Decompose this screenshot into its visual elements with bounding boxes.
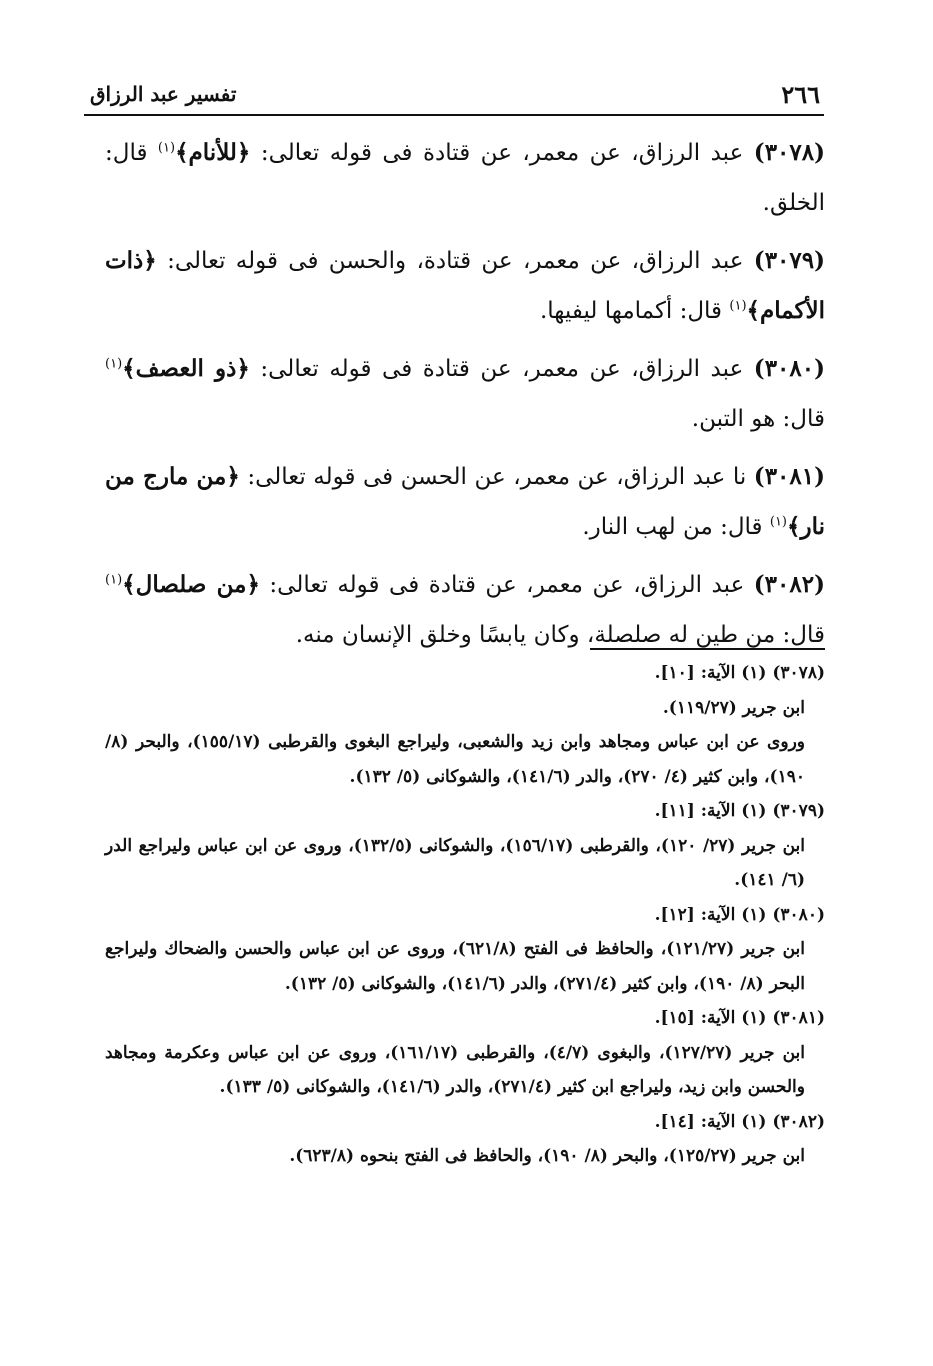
footnote-body: ابن جرير (١١٩/٢٧). (662, 697, 805, 718)
quran-verse: ﴿ذو العصف﴾ (122, 355, 250, 382)
footnote-head: (٣٠٨٢) (١) الآية: [١٤]. (654, 1111, 825, 1132)
entry-text: نا عبد الرزاق، عن معمر، عن الحسن فى قوله تعالى: (239, 464, 754, 490)
entry-text: عبد الرزاق، عن معمر، عن قتادة، والحسن فى قوله تعالى: (156, 248, 754, 274)
entry-tail: قال: الخلق. (105, 140, 825, 216)
entry-3079 (105, 236, 825, 336)
entry-tail: قال: من طين له صلصلة، وكان يابسًا وخلق الإنسان منه. (295, 622, 825, 648)
footnote-body: ابن جرير (١٢٧/٢٧)، والبغوى (٤/٧)، والقرطبى (١٦١/١٧)، وروى عن ابن عباس وعكرمة ومجاهد والحسن وابن زيد، وليراجع ابن كثير (٢٧١/٤)، والدر (١٤١/٦)، والشوكانى (٥/ ١٣٣). (105, 1042, 805, 1097)
entry-text: عبد الرزاق، عن معمر، عن قتادة فى قوله تعالى: (249, 356, 754, 382)
entry-number: (٣٠٨٠) (753, 355, 825, 382)
footnote-body: وروى عن ابن عباس ومجاهد وابن زيد والشعبى، وليراجع البغوى والقرطبى (١٥٥/١٧)، والبحر (٨/ ١٩٠)، وابن كثير (٤/ ٢٧٠)، والدر (١٤١/٦)، والشوكانى (٥/ ١٣٢). (105, 732, 805, 787)
footnote-ref[interactable]: (١) (729, 298, 747, 314)
page-number: ٢٦٦ (781, 80, 820, 109)
footnote-ref[interactable]: (١) (157, 140, 176, 156)
footnote-divider (590, 648, 825, 650)
entry-number: (٣٠٨١) (753, 463, 825, 490)
entry-tail: قال: هو التبن. (691, 406, 825, 432)
page-header (84, 78, 824, 116)
entry-tail: قال: أكمامها ليفيها. (539, 298, 730, 324)
footnote-body: ابن جرير (١٢١/٢٧)، والحافظ فى الفتح (٦٢١/٨)، وروى عن ابن عباس والحسن والضحاك وليراجع البحر (٨/ ١٩٠)، وابن كثير (٢٧١/٤)، والدر (١٤١/٦)، والشوكانى (٥/ ١٣٢). (105, 939, 805, 994)
entry-3081 (105, 452, 825, 552)
entry-3080 (105, 344, 825, 444)
footnotes (105, 656, 825, 1174)
footnote-ref[interactable]: (١) (105, 356, 123, 372)
entry-number: (٣٠٧٨) (753, 139, 825, 166)
footnote-ref[interactable]: (١) (105, 572, 123, 588)
footnote-head: (٣٠٨١) (١) الآية: [١٥]. (654, 1008, 825, 1028)
entry-number: (٣٠٨٢) (753, 571, 825, 598)
entry-3078 (105, 128, 825, 228)
quran-verse: ﴿من مارج من نار﴾ (105, 463, 825, 540)
footnote-head: (٣٠٧٩) (١) الآية: [١١]. (654, 801, 825, 821)
footnote-body: ابن جرير (١٢٥/٢٧)، والبحر (٨/ ١٩٠)، والحافظ فى الفتح بنحوه (٦٢٣/٨). (289, 1146, 805, 1166)
quran-verse: ﴿من صلصال﴾ (122, 571, 260, 598)
quran-verse: ﴿للأنام﴾ (175, 139, 251, 166)
entry-tail: قال: من لهب النار. (582, 514, 770, 540)
entry-text: عبد الرزاق، عن معمر، عن قتادة فى قوله تعالى: (250, 140, 754, 166)
footnote-head: (٣٠٧٨) (١) الآية: [١٠]. (654, 663, 825, 683)
footnote-head: (٣٠٨٠) (١) الآية: [١٢]. (654, 904, 825, 925)
entry-3082 (105, 560, 825, 660)
entry-number: (٣٠٧٩) (753, 247, 825, 274)
quran-verse: ﴿ذات الأكمام﴾ (105, 247, 825, 324)
main-text (105, 128, 825, 668)
footnote-body: ابن جرير (٢٧/ ١٢٠)، والقرطبى (١٥٦/١٧)، والشوكانى (١٣٢/٥)، وروى عن ابن عباس وليراجع الدر (٦/ ١٤١). (105, 835, 805, 890)
book-title: تفسير عبد الرزاق (90, 82, 237, 106)
footnote-ref[interactable]: (١) (769, 514, 787, 530)
entry-text: عبد الرزاق، عن معمر، عن قتادة فى قوله تعالى: (259, 572, 754, 598)
